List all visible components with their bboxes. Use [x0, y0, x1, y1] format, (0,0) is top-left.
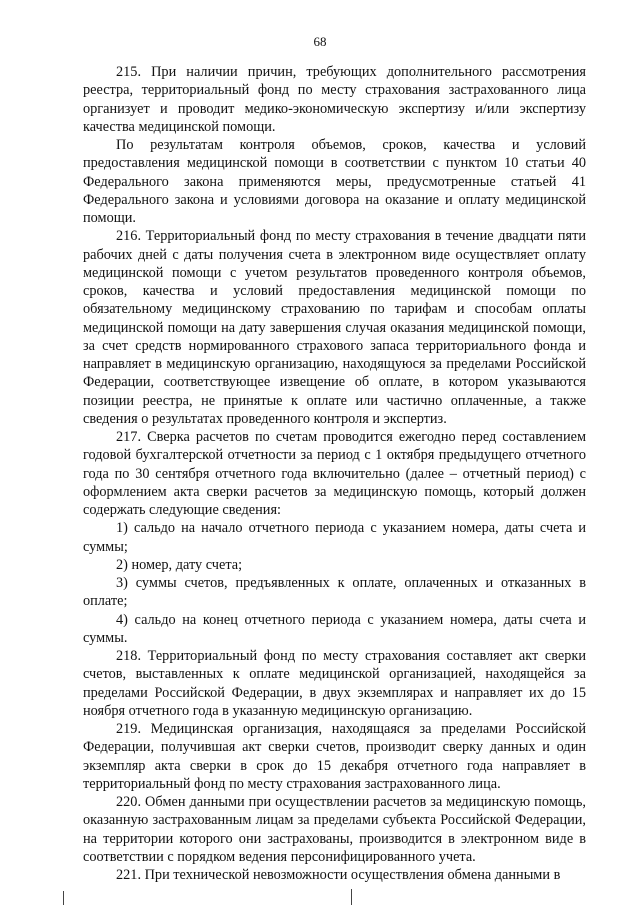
paragraph-216: 216. Территориальный фонд по месту страхования в течение двадцати пяти рабочих дней с даты получения счета в электронном виде осуществляет оплату медицинской помощи с учетом результатов проведенного контроля объемов, сроков, качества и условий предоставления медицинской помощи по обязательному медицинскому страхованию по тарифам и способам оплаты медицинской помощи на дату завершения случая оказания медицинской помощи, за счет средств нормированного страхового запаса территориального фонда и направляет в медицинскую организацию, находящуюся за пределами Российской Федерации, соответствующее извещение об оплате, в котором указываются позиции реестра, не принятые к оплате или частично оплаченные, а также сведения о результатах проведенного контроля и экспертиз.: [83, 228, 586, 427]
list-item-4: 4) сальдо на конец отчетного периода с указанием номера, даты счета и суммы.: [83, 611, 586, 646]
list-item-2: 2) номер, дату счета;: [116, 556, 243, 573]
paragraph-221: 221. При технической невозможности осуществления обмена данными в: [116, 867, 561, 883]
document-body: [83, 63, 586, 884]
paragraph-219: 219. Медицинская организация, находящаяся за пределами Российской Федерации, получившая акт сверки счетов, производит сверку данных и один экземпляр акта сверки в срок до 15 декабря отчетного года направляет в территориальный фонд по месту страхования застрахованного лица.: [83, 721, 586, 792]
scan-mark-center: [351, 889, 352, 905]
paragraph-215: 215. При наличии причин, требующих дополнительного рассмотрения реестра, территориальный фонд по месту страхования застрахованного лица организует и проводит медико-экономическую экспертизу и/или экспертизу качества медицинской помощи.: [83, 64, 586, 135]
paragraph-215-results: По результатам контроля объемов, сроков, качества и условий предоставления медицинской помощи в соответствии с пунктом 10 статьи 40 Федерального закона применяются меры, предусмотренные статьей 41 Федерального закона и условиями договора на оказание и оплату медицинской помощи.: [83, 137, 586, 226]
paragraph-218: 218. Территориальный фонд по месту страхования составляет акт сверки счетов, выставленных к оплате медицинской организацией, находящейся за пределами Российской Федерации, в двух экземплярах и направляет их до 15 ноября отчетного года в указанную медицинскую организацию.: [83, 648, 586, 719]
scan-mark-left: [63, 891, 64, 905]
list-item-1: 1) сальдо на начало отчетного периода с указанием номера, даты счета и суммы;: [83, 520, 586, 555]
paragraph-220: 220. Обмен данными при осуществлении расчетов за медицинскую помощь, оказанную застрахованным лицам за пределами субъекта Российской Федерации, на территории которого они застрахованы, производится в электронном виде в соответствии с порядком ведения персонифицированного учета.: [83, 794, 586, 865]
page-number: 68: [313, 34, 327, 49]
paragraph-217: 217. Сверка расчетов по счетам проводится ежегодно перед составлением годовой бухгалтерской отчетности за период с 1 октября предыдущего отчетного года по 30 сентября отчетного года включительно (далее – отчетный период) с оформлением акта сверки расчетов за медицинскую помощь, который должен содержать следующие сведения:: [83, 429, 586, 518]
list-item-3: 3) суммы счетов, предъявленных к оплате, оплаченных и отказанных в оплате;: [83, 575, 586, 610]
